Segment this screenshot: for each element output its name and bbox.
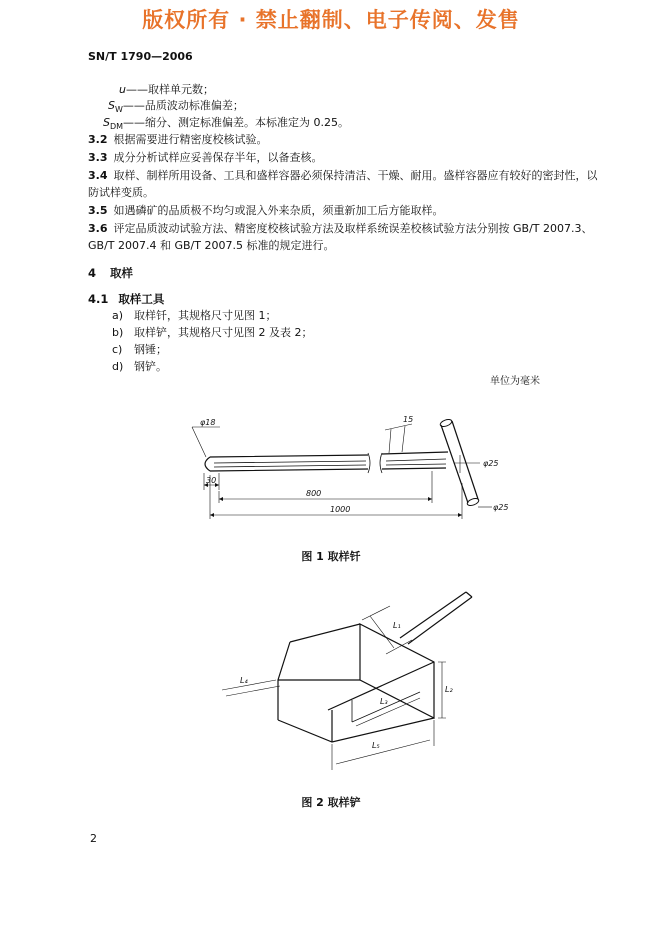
tool-item-d bbox=[112, 360, 167, 374]
symbol: S bbox=[108, 99, 115, 112]
clause-3-2 bbox=[88, 131, 608, 148]
clause-3-3 bbox=[88, 149, 608, 166]
standard-number: SN/T 1790—2006 bbox=[88, 50, 193, 63]
clause-text: 取样、制样所用设备、工具和盛样容器必须保持清洁、干燥、耐用。盛样容器应有较好的密封性，以 bbox=[113, 169, 598, 182]
symbol-desc: ——取样单元数； bbox=[125, 83, 214, 96]
clause-text: 成分分析试样应妥善保存半年，以备查核。 bbox=[113, 151, 323, 164]
clause-text: 如遇磷矿的品质极不均匀或混入外来杂质，须重新加工后方能取样。 bbox=[113, 204, 444, 217]
symbol-u-definition bbox=[119, 83, 214, 97]
symbol-sw-definition bbox=[108, 99, 244, 117]
section-title: 取样工具 bbox=[118, 292, 165, 306]
list-text: 钢铲。 bbox=[134, 360, 167, 373]
section-number: 4.1 bbox=[88, 292, 109, 306]
list-label: b) bbox=[112, 326, 124, 339]
figure-2-caption: 图 2 取样铲 bbox=[301, 796, 361, 809]
symbol-subscript: W bbox=[114, 105, 123, 115]
symbol: u bbox=[119, 83, 126, 96]
clause-3-5 bbox=[88, 202, 608, 219]
figure-1-drawing bbox=[0, 395, 662, 530]
clause-number: 3.5 bbox=[88, 204, 108, 217]
clause-text: 评定品质波动试验方法、精密度校核试验方法及取样系统误差校核试验方法分别按 GB/T 2007.3、 bbox=[113, 222, 593, 235]
dim-l2: L₂ bbox=[445, 685, 453, 694]
copyright-banner: 版权所有 · 禁止翻制、电子传阅、发售 bbox=[142, 8, 520, 32]
section-4-heading bbox=[88, 265, 133, 281]
section-number: 4 bbox=[88, 266, 97, 280]
list-label: d) bbox=[112, 360, 124, 373]
dim-l4: L₄ bbox=[240, 676, 248, 685]
clause-number: 3.4 bbox=[88, 169, 108, 182]
clause-3-4 bbox=[88, 167, 608, 201]
symbol: S bbox=[103, 116, 110, 129]
list-label: a) bbox=[112, 309, 124, 322]
tool-item-c bbox=[112, 343, 167, 357]
dim-d25-top: φ25 bbox=[483, 459, 499, 468]
clause-text-continued: 防试样变质。 bbox=[88, 186, 154, 199]
clause-number: 3.3 bbox=[88, 151, 108, 164]
clause-3-6 bbox=[88, 220, 608, 254]
section-4-1-heading bbox=[88, 291, 164, 307]
figure-1-caption: 图 1 取样钎 bbox=[301, 550, 361, 563]
dim-l3: L₃ bbox=[380, 697, 388, 706]
dim-d25-bottom: φ25 bbox=[493, 503, 509, 512]
symbol-subscript: DM bbox=[109, 122, 124, 132]
list-text: 取样铲，其规格尺寸见图 2 及表 2； bbox=[134, 326, 313, 339]
dim-l5: L₅ bbox=[372, 741, 380, 750]
dim-800: 800 bbox=[306, 489, 322, 498]
list-text: 钢锤； bbox=[134, 343, 167, 356]
clause-text-continued: GB/T 2007.4 和 GB/T 2007.5 标准的规定进行。 bbox=[88, 239, 335, 252]
list-label: c) bbox=[112, 343, 123, 356]
symbol-desc: ——品质波动标准偏差； bbox=[122, 99, 244, 112]
symbol-desc: ——缩分、测定标准偏差。本标准定为 0.25。 bbox=[123, 116, 350, 129]
clause-number: 3.2 bbox=[88, 133, 108, 146]
dim-30: 30 bbox=[206, 476, 217, 485]
dim-l1: L₁ bbox=[393, 621, 401, 630]
section-title: 取样 bbox=[110, 266, 134, 280]
clause-number: 3.6 bbox=[88, 222, 108, 235]
list-text: 取样钎，其规格尺寸见图 1； bbox=[134, 309, 277, 322]
dim-15: 15 bbox=[403, 415, 414, 424]
figure-2-drawing bbox=[0, 580, 662, 780]
dim-d18: φ18 bbox=[200, 418, 216, 427]
tool-item-a bbox=[112, 309, 277, 323]
dim-1000: 1000 bbox=[330, 505, 351, 514]
unit-note: 单位为毫米 bbox=[490, 376, 540, 387]
page-number: 2 bbox=[90, 832, 97, 845]
tool-item-b bbox=[112, 326, 313, 340]
clause-text: 根据需要进行精密度校核试验。 bbox=[113, 133, 268, 146]
